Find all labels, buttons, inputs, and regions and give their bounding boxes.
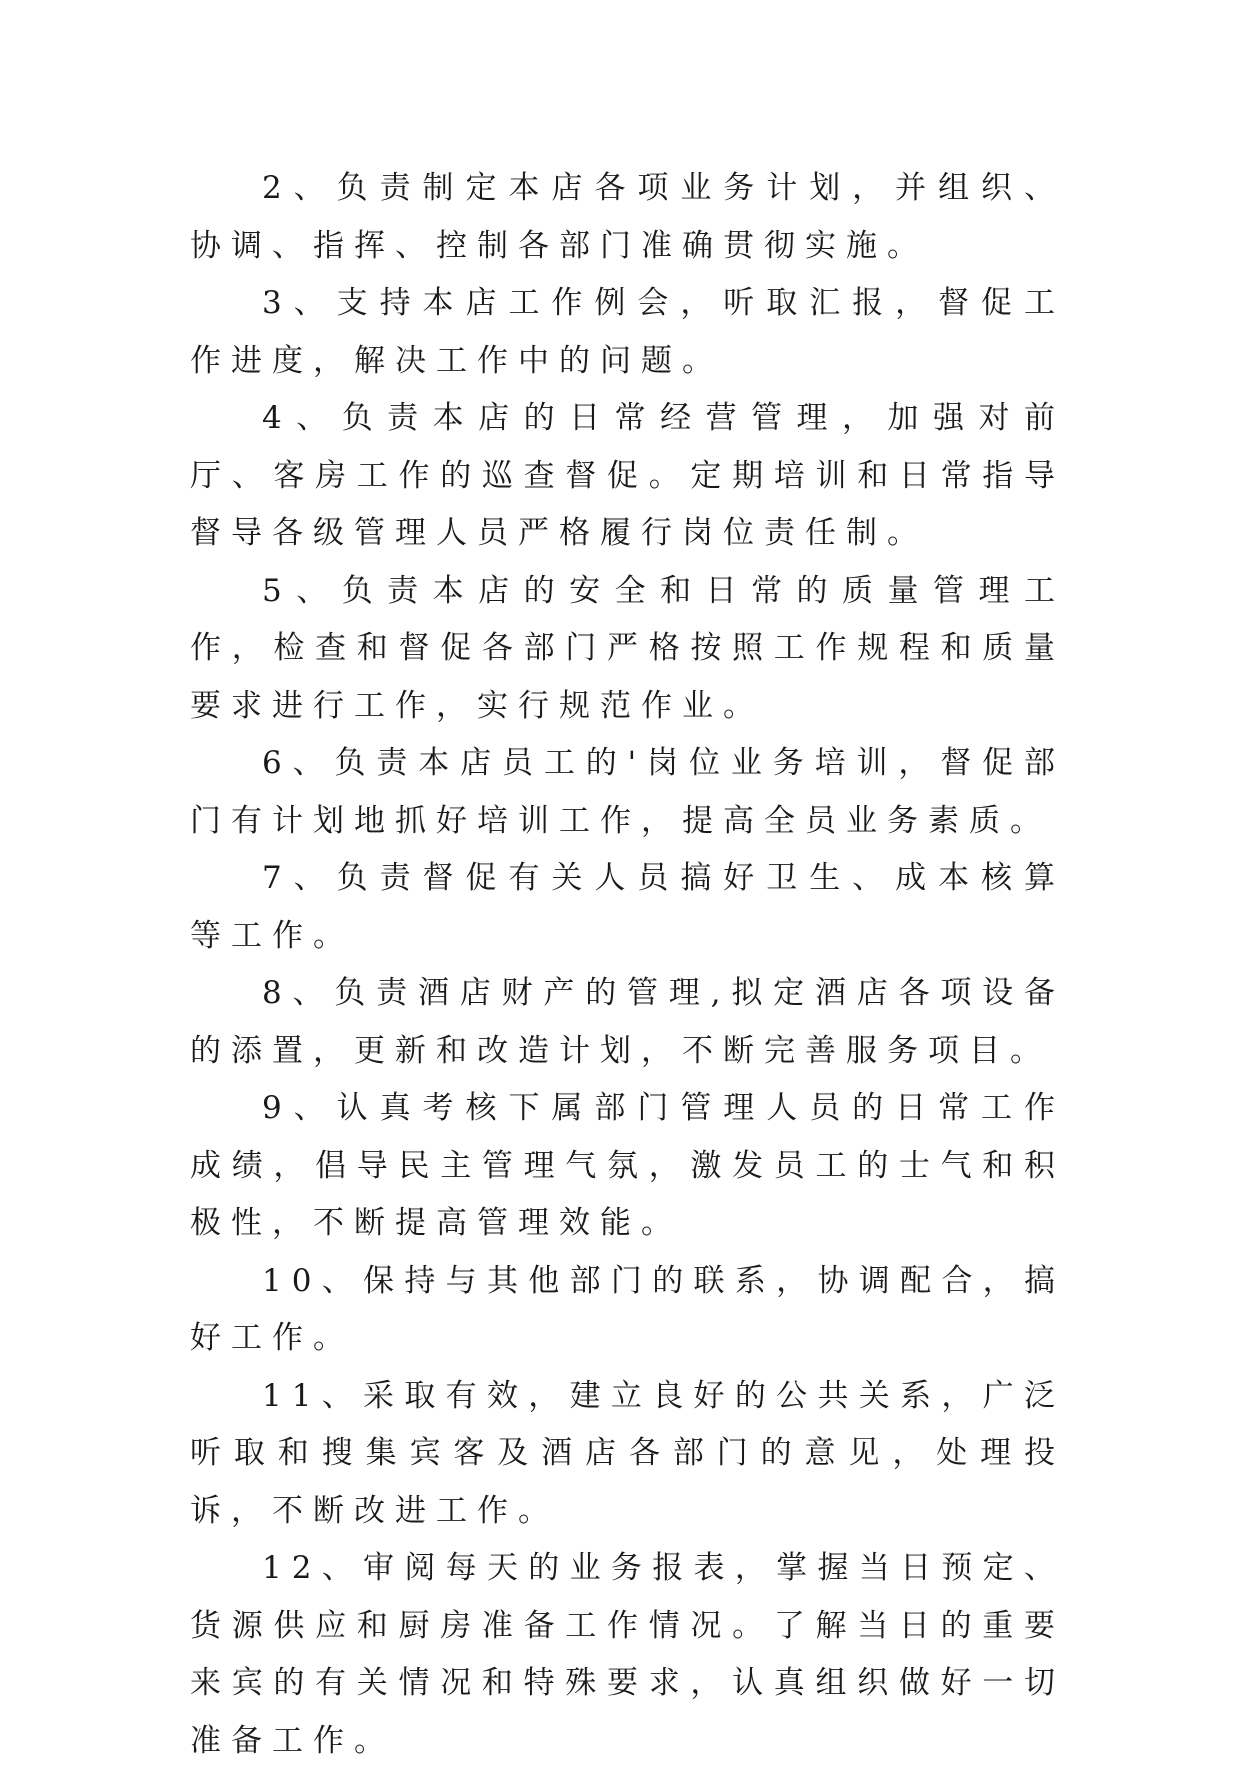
paragraph-item-6: 6、负责本店员工的'岗位业务培训，督促部门有计划地抓好培训工作，提高全员业务素质。: [190, 745, 1065, 839]
paragraph-item-8: 8、负责酒店财产的管理,拟定酒店各项设备的添置，更新和改造计划，不断完善服务项目。: [190, 975, 1065, 1069]
paragraph-item-2: 2、负责制定本店各项业务计划，并组织、协调、指挥、控制各部门准确贯彻实施。: [190, 170, 1065, 264]
paragraph-item-11: 11、采取有效，建立良好的公共关系，广泛听取和搜集宾客及酒店各部门的意见，处理投诉，不断改进工作。: [190, 1377, 1065, 1529]
paragraph-item-4: 4、负责本店的日常经营管理，加强对前厅、客房工作的巡查督促。定期培训和日常指导督导各级管理人员严格履行岗位责任制。: [190, 400, 1065, 551]
paragraph-item-3: 3、支持本店工作例会，听取汇报，督促工作进度，解决工作中的问题。: [190, 285, 1065, 379]
paragraph-item-5: 5、负责本店的安全和日常的质量管理工作，检查和督促各部门严格按照工作规程和质量要求进行工作，实行规范作业。: [190, 572, 1065, 724]
paragraph-item-12: 12、审阅每天的业务报表，掌握当日预定、货源供应和厨房准备工作情况。了解当日的重要来宾的有关情况和特殊要求，认真组织做好一切准备工作。: [190, 1550, 1065, 1759]
paragraph-item-10: 10、保持与其他部门的联系，协调配合，搞好工作。: [190, 1262, 1065, 1356]
paragraph-item-7: 7、负责督促有关人员搞好卫生、成本核算等工作。: [190, 860, 1065, 954]
paragraph-item-9: 9、认真考核下属部门管理人员的日常工作成绩，倡导民主管理气氛，激发员工的士气和积极性，不断提高管理效能。: [190, 1090, 1065, 1241]
document-body: [190, 160, 1065, 1770]
